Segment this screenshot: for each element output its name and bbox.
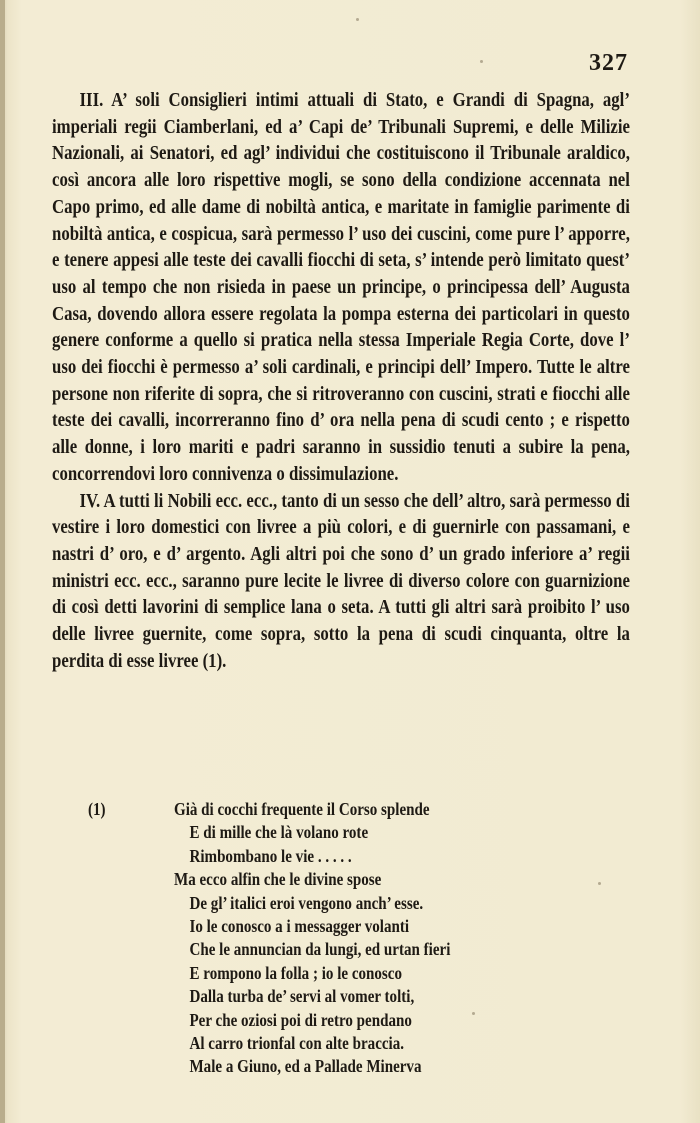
paragraph-iii: III. A’ soli Consiglieri intimi attuali di Stato, e Grandi di Spagna, agl’ imperiali regii Ciamberlani, ed a’ Capi de’ Tribunali Supremi, e delle Milizie Nazionali, ai Senatori, ed agl’ individui che costituiscono il Tribunale araldico, così ancora alle loro rispettive mogli, se sono della condizione accennata nel Capo primo, ed alle dame di nobiltà antica, e maritate in famiglie parimente di nobiltà antica, e cospicua, sarà permesso l’ uso dei cuscini, come pure l’ apporre, e tenere appesi alle teste dei cavalli fiocchi di seta, s’ intende però limitato quest’ uso al tempo che non risieda in paese un principe, o principessa dell’ Augusta Casa, dovendo allora essere regolata la pompa esterna dei particolari in questo genere conforme a quello si pratica nella stessa Imperiale Regia Corte, dove l’ uso dei fiocchi è permesso a’ soli cardinali, e principi dell’ Impero. Tutte le altre persone non riferite di sopra, che si ritroveranno con cuscini, strati e fiocchi alle teste dei cavalli, incorreranno fino d’ ora nella pena di scudi cento ; e rispetto alle donne, i loro mariti e padri saranno in sussidio tenuti a subire la pena, concorrendovi loro connivenza o dissimulazione. [52, 90, 630, 485]
verse-line: Male a Giuno, ed a Pallade Minerva [189, 1056, 422, 1077]
verse-line: E rompono la folla ; io le conosco [189, 962, 402, 983]
verse-line: De gl’ italici eroi vengono anch’ esse. [189, 892, 424, 913]
footnote-marker: (1) [88, 799, 106, 819]
paper-speck [472, 1012, 475, 1015]
verse-line: E di mille che là volano rote [189, 822, 369, 843]
page-number: 327 [589, 50, 628, 76]
verse-line: Rimbombano le vie . . . . . [189, 845, 352, 866]
page-spine-edge [0, 0, 5, 1123]
verse-line: Io le conosco a i messagger volanti [189, 916, 410, 937]
paragraph-iv: IV. A tutti li Nobili ecc. ecc., tanto di un sesso che dell’ altro, sarà permesso di vestire i loro domestici con livree a più colori, e di guernirle con passamani, e nastri d’ oro, e d’ argento. Agli altri poi che sono d’ un grado inferiore a’ regii ministri ecc. ecc., saranno pure lecite le livree di diverso colore con guarnizione di così detti lavorini di semplice lana o seta. A tutti gli altri sarà proibito l’ uso delle livree guernite, come sopra, sotto la pena di scudi cinquanta, oltre la perdita di esse livree (1). [52, 490, 630, 672]
paper-speck [480, 60, 483, 63]
verse-line: Ma ecco alfin che le divine spose [174, 869, 382, 890]
verse-line: Dalla turba de’ servi al vomer tolti, [189, 986, 415, 1007]
verse-line: Già di cocchi frequente il Corso splende [174, 799, 430, 819]
main-text [52, 88, 630, 675]
footnote-verse [174, 798, 587, 1079]
verse-line: Per che oziosi poi di retro pendano [189, 1009, 412, 1030]
paper-speck [356, 18, 359, 21]
paper-speck [598, 882, 601, 885]
verse-line: Che le annuncian da lungi, ed urtan fieri [189, 939, 451, 960]
verse-line: Al carro trionfal con alte braccia. [189, 1033, 405, 1054]
